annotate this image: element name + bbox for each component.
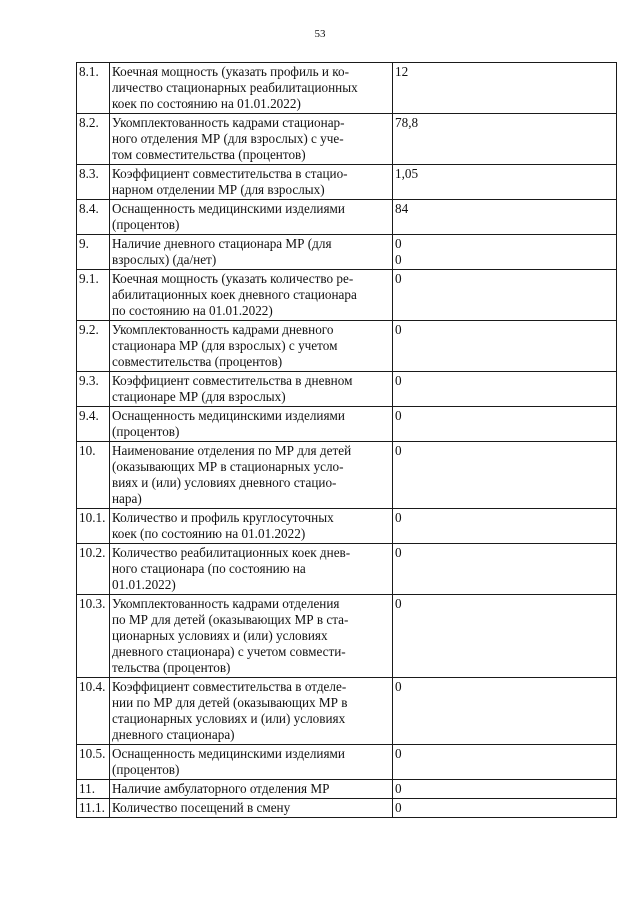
row-value: 0: [393, 407, 617, 442]
table-row: [77, 780, 617, 799]
row-number: 10.3.: [77, 595, 110, 678]
row-description: Оснащенность медицинскими изделиями (процентов): [110, 407, 393, 442]
row-value: 1,05: [393, 165, 617, 200]
table-row: [77, 63, 617, 114]
row-description: Наличие дневного стационара МР (для взрослых) (да/нет): [110, 235, 393, 270]
row-description: Коечная мощность (указать количество ре- абилитационных коек дневного стационара по состоянию на 01.01.2022): [110, 270, 393, 321]
table-row: [77, 235, 617, 270]
row-description: Коэффициент совместительства в дневном стационаре МР (для взрослых): [110, 372, 393, 407]
row-description: Наименование отделения по МР для детей (оказывающих МР в стационарных усло- виях и (или) условиях дневного стацио- нара): [110, 442, 393, 509]
row-value: 0: [393, 595, 617, 678]
row-value: 0: [393, 372, 617, 407]
row-number: 10.1.: [77, 509, 110, 544]
row-value: 0: [393, 442, 617, 509]
row-number: 8.2.: [77, 114, 110, 165]
table-row: [77, 270, 617, 321]
row-value: 0: [393, 544, 617, 595]
table-row: [77, 595, 617, 678]
row-value: 12: [393, 63, 617, 114]
row-description: Количество и профиль круглосуточных коек (по состоянию на 01.01.2022): [110, 509, 393, 544]
row-number: 9.3.: [77, 372, 110, 407]
row-number: 10.4.: [77, 678, 110, 745]
table-row: [77, 321, 617, 372]
row-value: 0: [393, 780, 617, 799]
row-value: 0: [393, 321, 617, 372]
row-description: Коечная мощность (указать профиль и ко- личество стационарных реабилитационных коек по состоянию на 01.01.2022): [110, 63, 393, 114]
row-number: 9.2.: [77, 321, 110, 372]
row-number: 8.1.: [77, 63, 110, 114]
row-description: Укомплектованность кадрами дневного стационара МР (для взрослых) с учетом совместительства (процентов): [110, 321, 393, 372]
table-row: [77, 165, 617, 200]
table-row: [77, 509, 617, 544]
table-row: [77, 678, 617, 745]
row-value: 0: [393, 799, 617, 818]
row-number: 10.2.: [77, 544, 110, 595]
indicators-table: [76, 62, 617, 818]
table-row: [77, 745, 617, 780]
row-value: 84: [393, 200, 617, 235]
row-number: 9.1.: [77, 270, 110, 321]
table-row: [77, 407, 617, 442]
row-number: 10.: [77, 442, 110, 509]
table-row: [77, 442, 617, 509]
row-number: 8.3.: [77, 165, 110, 200]
row-description: Коэффициент совместительства в отделе- нии по МР для детей (оказывающих МР в стационарных условиях и (или) условиях дневного стационара): [110, 678, 393, 745]
table-row: [77, 544, 617, 595]
row-value: 0: [393, 745, 617, 780]
row-description: Количество посещений в смену: [110, 799, 393, 818]
row-description: Количество реабилитационных коек днев- ного стационара (по состоянию на 01.01.2022): [110, 544, 393, 595]
table-row: [77, 372, 617, 407]
table-row: [77, 799, 617, 818]
row-number: 10.5.: [77, 745, 110, 780]
row-number: 8.4.: [77, 200, 110, 235]
row-description: Укомплектованность кадрами отделения по МР для детей (оказывающих МР в ста- ционарных условиях и (или) условиях дневного стационара) с учетом совмести- тельства (процентов): [110, 595, 393, 678]
row-number: 11.1.: [77, 799, 110, 818]
table-row: [77, 114, 617, 165]
row-number: 9.4.: [77, 407, 110, 442]
row-value: 0: [393, 678, 617, 745]
row-value: 78,8: [393, 114, 617, 165]
row-description: Укомплектованность кадрами стационар- ного отделения МР (для взрослых) с уче- том совместительства (процентов): [110, 114, 393, 165]
row-value: 0: [393, 270, 617, 321]
page-number: 53: [314, 28, 326, 40]
row-value: 0: [393, 509, 617, 544]
row-number: 11.: [77, 780, 110, 799]
row-description: Коэффициент совместительства в стацио- нарном отделении МР (для взрослых): [110, 165, 393, 200]
row-description: Наличие амбулаторного отделения МР: [110, 780, 393, 799]
row-number: 9.: [77, 235, 110, 270]
table-row: [77, 200, 617, 235]
row-description: Оснащенность медицинскими изделиями (процентов): [110, 200, 393, 235]
row-value: 0 0: [393, 235, 617, 270]
table-body: [77, 63, 617, 818]
row-description: Оснащенность медицинскими изделиями (процентов): [110, 745, 393, 780]
